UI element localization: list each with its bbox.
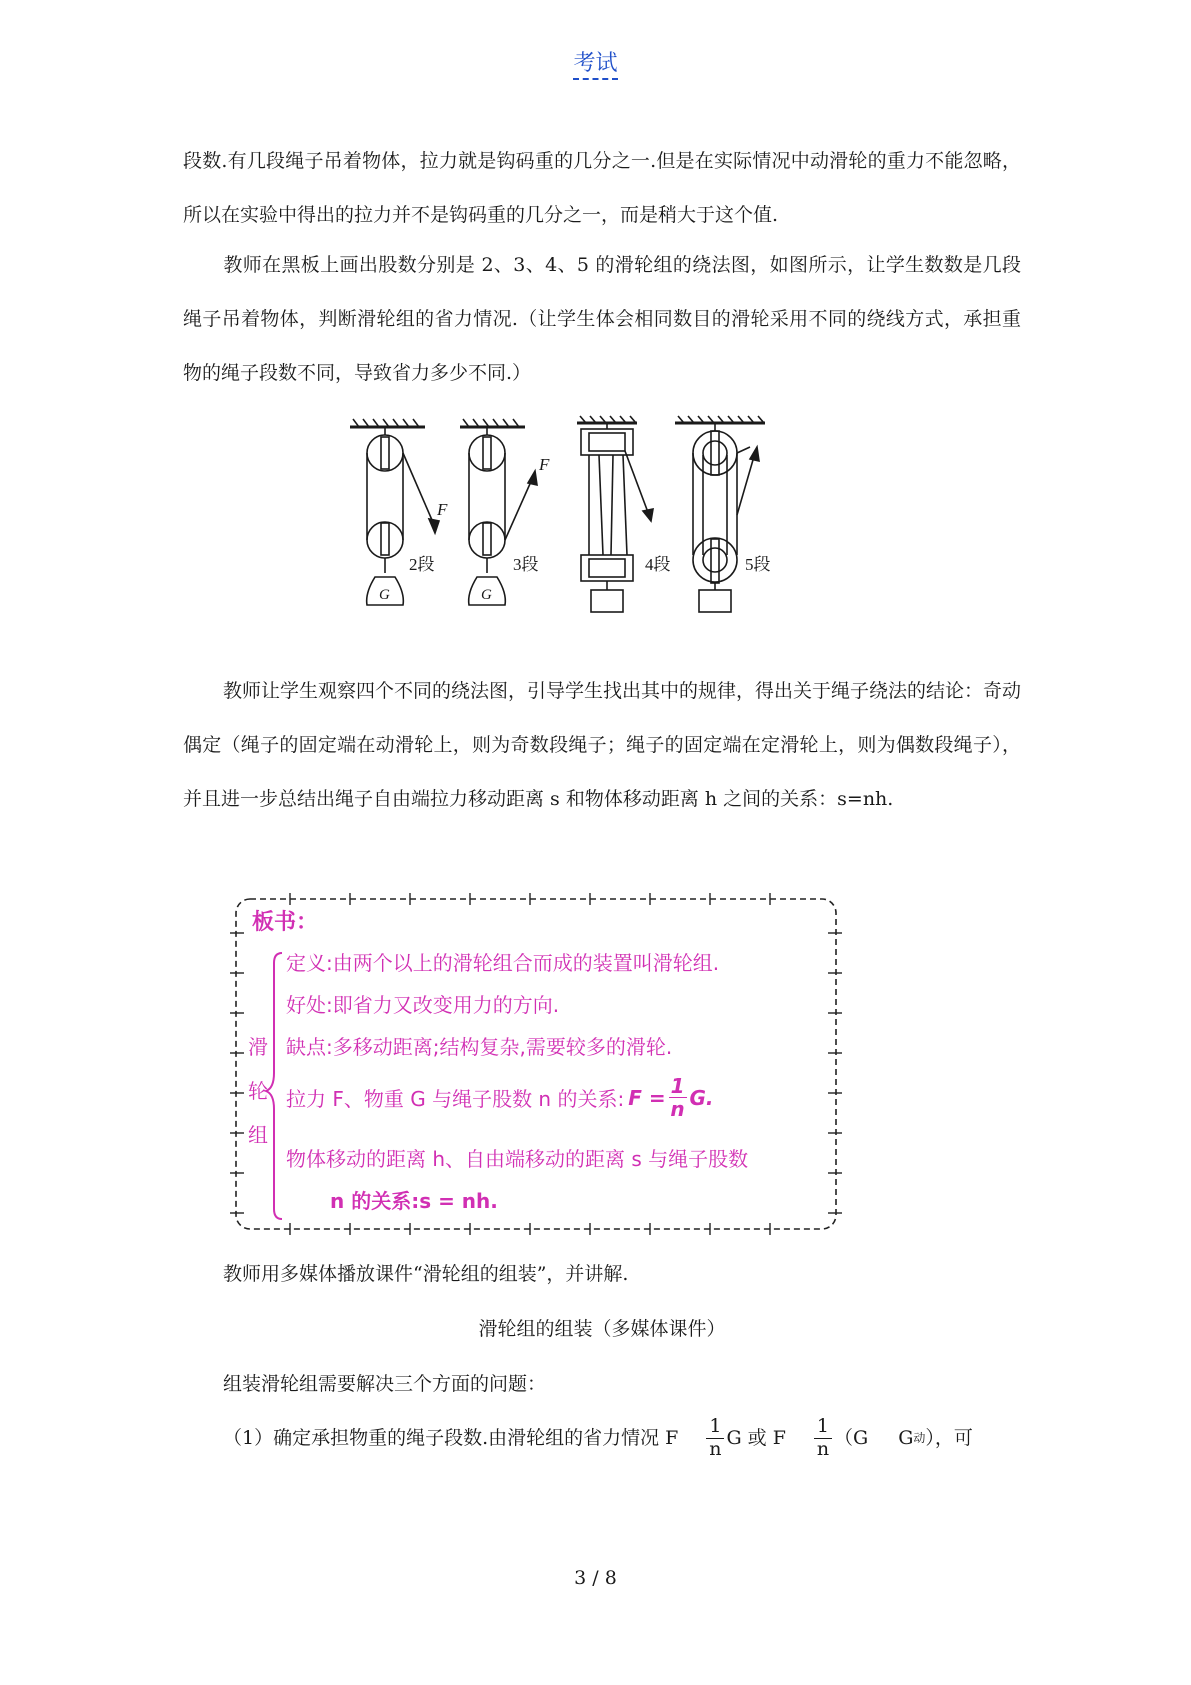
- pulley-diagram-4: [577, 416, 653, 612]
- header-link[interactable]: [0, 46, 1191, 77]
- fraction-2: [814, 1416, 832, 1461]
- force-label-1: F: [437, 500, 448, 519]
- blackboard-side-label: [248, 1025, 270, 1157]
- paragraph-2-text: 教师在黑板上画出股数分别是 2、3、4、5 的滑轮组的绕法图，如图所示，让学生数数是几段绳子吊着物体，判断滑轮组的省力情况.（让学生体会相同数目的滑轮采用不同的绕线方式，承担重物的绳子段数不同，导致省力多少不同.）: [183, 254, 1021, 384]
- segment-label-3: 3段: [513, 555, 539, 574]
- paragraph-3-text: 教师让学生观察四个不同的绕法图，引导学生找出其中的规律，得出关于绳子绕法的结论：奇动偶定（绳子的固定端在动滑轮上，则为奇数段绳子；绳子的固定端在定滑轮上，则为偶数段绳子），并且进一步总结出绳子自由端拉力移动距离 s 和物体移动距离 h 之间的关系：s=nh.: [183, 680, 1022, 810]
- board-line4-text: 拉力 F、物重 G 与绳子股数 n 的关系:: [286, 1087, 625, 1111]
- board-line-advantage: 好处:即省力又改变用力的方向.: [286, 993, 560, 1017]
- segment-label-2: 2段: [409, 555, 435, 574]
- blackboard-border: [230, 893, 842, 1235]
- paragraph-7-text-d: G: [898, 1427, 914, 1450]
- fraction-1: [706, 1416, 724, 1461]
- paragraph-7-text-e: ），可: [925, 1427, 973, 1450]
- pulley-diagram-2: [350, 419, 439, 605]
- paragraph-6: [183, 1357, 1021, 1411]
- board-fraction-den: n: [670, 1097, 685, 1121]
- paragraph-7-text-b: G 或 F: [726, 1427, 786, 1450]
- paragraph-4: [183, 1247, 1021, 1301]
- board-line-distance: 物体移动的距离 h、自由端移动的距离 s 与绳子股数: [286, 1147, 749, 1171]
- side-char-3: 组: [248, 1123, 268, 1147]
- weight-label-2: G: [481, 587, 492, 603]
- force-label-2: F: [539, 455, 550, 474]
- paragraph-2: [183, 238, 1021, 400]
- section-title: 滑轮组的组装（多媒体课件）: [478, 1318, 726, 1340]
- blackboard-title: 板书：: [252, 910, 319, 935]
- subscript-moving: 动: [913, 1431, 926, 1446]
- board-line-distance-relation: n 的关系:s = nh.: [330, 1189, 498, 1213]
- segment-label-5: 5段: [745, 555, 771, 574]
- segment-label-4: 4段: [645, 555, 671, 574]
- page-number: 3 / 8: [574, 1567, 617, 1589]
- pulley-diagram-3: [460, 419, 537, 605]
- pulley-diagram-5: [675, 416, 765, 612]
- fraction-1-num: 1: [706, 1416, 724, 1439]
- side-char-1: 滑: [248, 1035, 268, 1059]
- fraction-2-num: 1: [814, 1416, 832, 1439]
- paragraph-1: 段数.有几段绳子吊着物体，拉力就是钩码重的几分之一.但是在实际情况中动滑轮的重力不能忽略，所以在实验中得出的拉力并不是钩码重的几分之一，而是稍大于这个值.: [183, 150, 1021, 226]
- board-fraction-num: 1: [670, 1074, 685, 1098]
- paragraph-7-text-c: （G: [834, 1427, 869, 1450]
- paragraph-6-text: 组装滑轮组需要解决三个方面的问题：: [223, 1373, 547, 1395]
- paragraph-7-text-a: （1）确定承担物重的绳子段数.由滑轮组的省力情况 F: [223, 1427, 679, 1450]
- side-char-2: 轮: [248, 1079, 268, 1103]
- board-line4-eq: F =: [628, 1085, 666, 1110]
- board-line-force-relation: [286, 1075, 714, 1120]
- pulley-figure: [345, 415, 845, 655]
- header-link-text[interactable]: 考试: [573, 51, 617, 80]
- paragraph-3: [183, 664, 1021, 826]
- fraction-1-den: n: [709, 1437, 722, 1460]
- blackboard-summary: [230, 893, 842, 1235]
- paragraph-4-text: 教师用多媒体播放课件“滑轮组的组装”，并讲解.: [223, 1263, 629, 1285]
- board-line4-g: G.: [689, 1085, 714, 1110]
- paragraph-7: [183, 1416, 1021, 1461]
- board-line-disadvantage: 缺点:多移动距离;结构复杂,需要较多的滑轮.: [286, 1035, 673, 1059]
- weight-label-1: G: [379, 587, 390, 603]
- board-line-definition: 定义:由两个以上的滑轮组合而成的装置叫滑轮组.: [286, 951, 720, 975]
- fraction-2-den: n: [816, 1437, 830, 1460]
- board-fraction: [669, 1075, 687, 1120]
